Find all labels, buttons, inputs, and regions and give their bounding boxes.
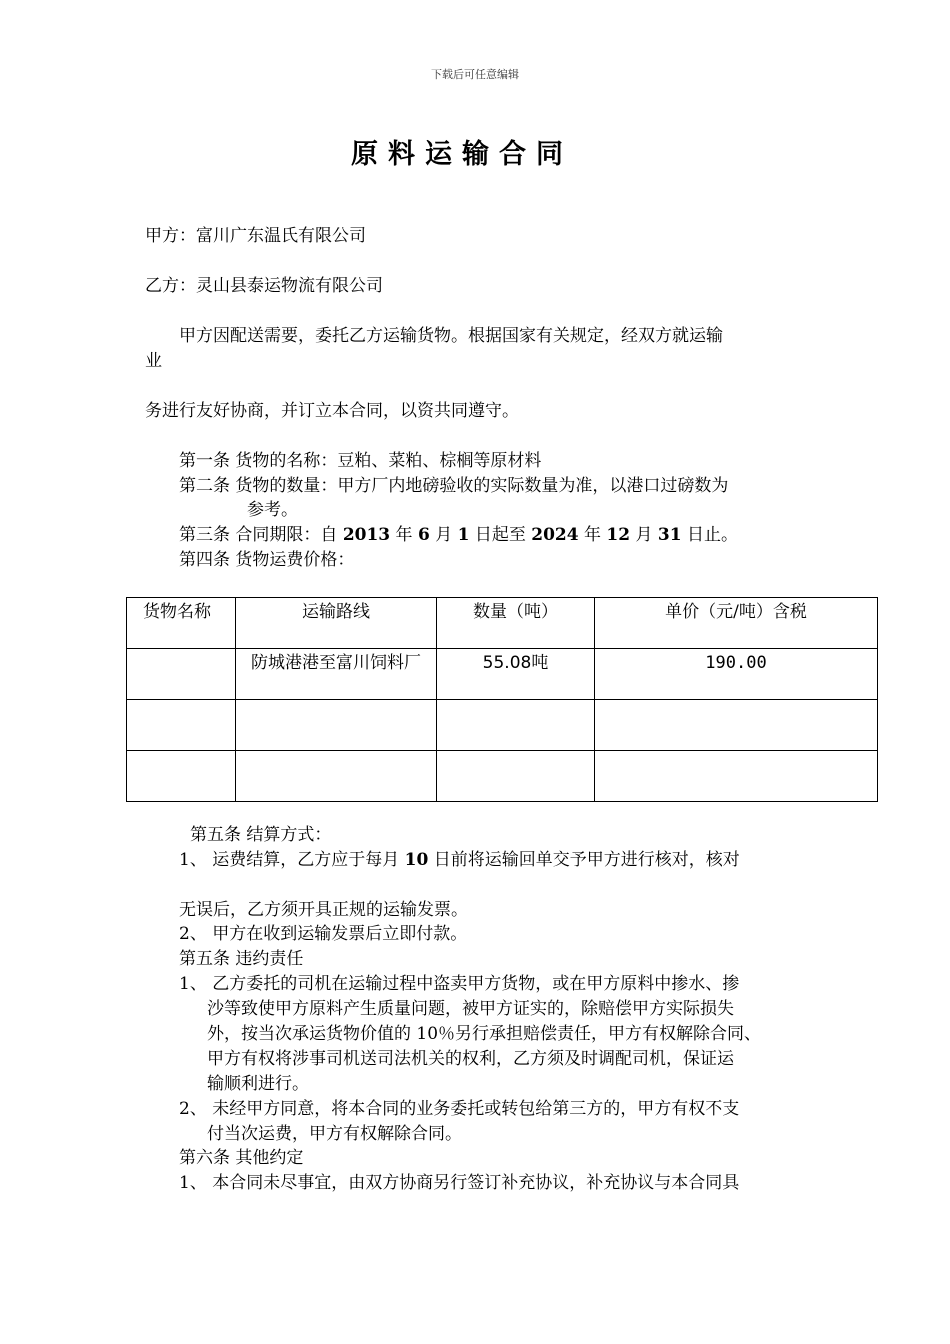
document-title: 原料运输合同 (351, 139, 573, 170)
cell-goods-name (127, 751, 236, 802)
party-a: 甲方：富川广东温氏有限公司 (145, 226, 366, 246)
clause-1: 第一条 货物的名称：豆粕、菜粕、棕榈等原材料 (179, 451, 542, 471)
party-b: 乙方：灵山县泰运物流有限公司 (145, 276, 383, 296)
other-item-1: 1、 本合同未尽事宜，由双方协商另行签订补充协议，补充协议与本合同具 (179, 1173, 740, 1193)
cell-route: 防城港港至富川饲料厂 (236, 649, 437, 700)
breach-item-2-line-2: 付当次运费，甲方有权解除合同。 (207, 1124, 462, 1144)
end-day: 31 (657, 525, 682, 545)
breach-item-1-line-4: 甲方有权将涉事司机送司法机关的权利，乙方须及时调配司机，保证运 (207, 1049, 734, 1069)
end-year: 2024 (531, 525, 579, 545)
cell-goods-name (127, 649, 236, 700)
cell-unit-price (595, 751, 878, 802)
cell-quantity: 55.08吨 (437, 649, 595, 700)
cell-route (236, 751, 437, 802)
start-month: 6 (417, 525, 430, 545)
end-month: 12 (606, 525, 631, 545)
settlement-item-1-line-2: 无误后，乙方须开具正规的运输发票。 (179, 900, 468, 920)
clause-2-line-2: 参考。 (247, 500, 298, 520)
header-note: 下载后可任意编辑 (431, 68, 519, 81)
table-row (127, 751, 878, 802)
breach-item-1-line-1: 1、 乙方委托的司机在运输过程中盗卖甲方货物，或在甲方原料中掺水、掺 (179, 974, 740, 994)
start-year: 2013 (342, 525, 391, 545)
clause-2-line-1: 第二条 货物的数量：甲方厂内地磅验收的实际数量为准，以港口过磅数为 (179, 476, 729, 496)
table-row (127, 700, 878, 751)
breach-item-1-line-2: 沙等致使甲方原料产生质量问题，被甲方证实的，除赔偿甲方实际损失 (207, 999, 734, 1019)
fee-table (126, 597, 878, 802)
fee-table-header-row (127, 598, 878, 649)
breach-heading: 第五条 违约责任 (179, 949, 304, 969)
start-day: 1 (457, 525, 470, 545)
cell-unit-price: 190.00 (595, 649, 878, 700)
clause-3: 第三条 合同期限：自 2013 年 6 月 1 日起至 2024 年 12 月 31 日止。 (179, 525, 738, 545)
intro-line-2: 务进行友好协商，并订立本合同，以资共同遵守。 (145, 401, 519, 421)
intro-line-1-wrap: 业 (145, 351, 162, 371)
cell-unit-price (595, 700, 878, 751)
breach-item-2-line-1: 2、 未经甲方同意，将本合同的业务委托或转包给第三方的，甲方有权不支 (179, 1099, 740, 1119)
clause-4: 第四条 货物运费价格： (179, 550, 355, 570)
other-heading: 第六条 其他约定 (179, 1148, 304, 1168)
settlement-heading: 第五条 结算方式： (190, 825, 332, 845)
settlement-item-1-line-1: 1、 运费结算，乙方应于每月 10 日前将运输回单交予甲方进行核对，核对 (179, 850, 740, 870)
breach-item-1-line-5: 输顺利进行。 (207, 1074, 309, 1094)
settlement-day: 10 (404, 850, 429, 870)
breach-item-1-line-3: 外，按当次承运货物价值的 10％另行承担赔偿责任，甲方有权解除合同、 (207, 1024, 762, 1044)
settlement-item-2: 2、 甲方在收到运输发票后立即付款。 (179, 924, 468, 944)
cell-route (236, 700, 437, 751)
cell-quantity (437, 700, 595, 751)
header-quantity: 数量（吨） (437, 598, 595, 649)
cell-goods-name (127, 700, 236, 751)
intro-line-1: 甲方因配送需要，委托乙方运输货物。根据国家有关规定，经双方就运输 (179, 326, 723, 346)
table-row (127, 649, 878, 700)
clause-3-prefix: 第三条 合同期限：自 (179, 525, 343, 545)
header-route: 运输路线 (236, 598, 437, 649)
header-unit-price: 单价（元/吨）含税 (595, 598, 878, 649)
cell-quantity (437, 751, 595, 802)
header-goods-name: 货物名称 (127, 598, 236, 649)
